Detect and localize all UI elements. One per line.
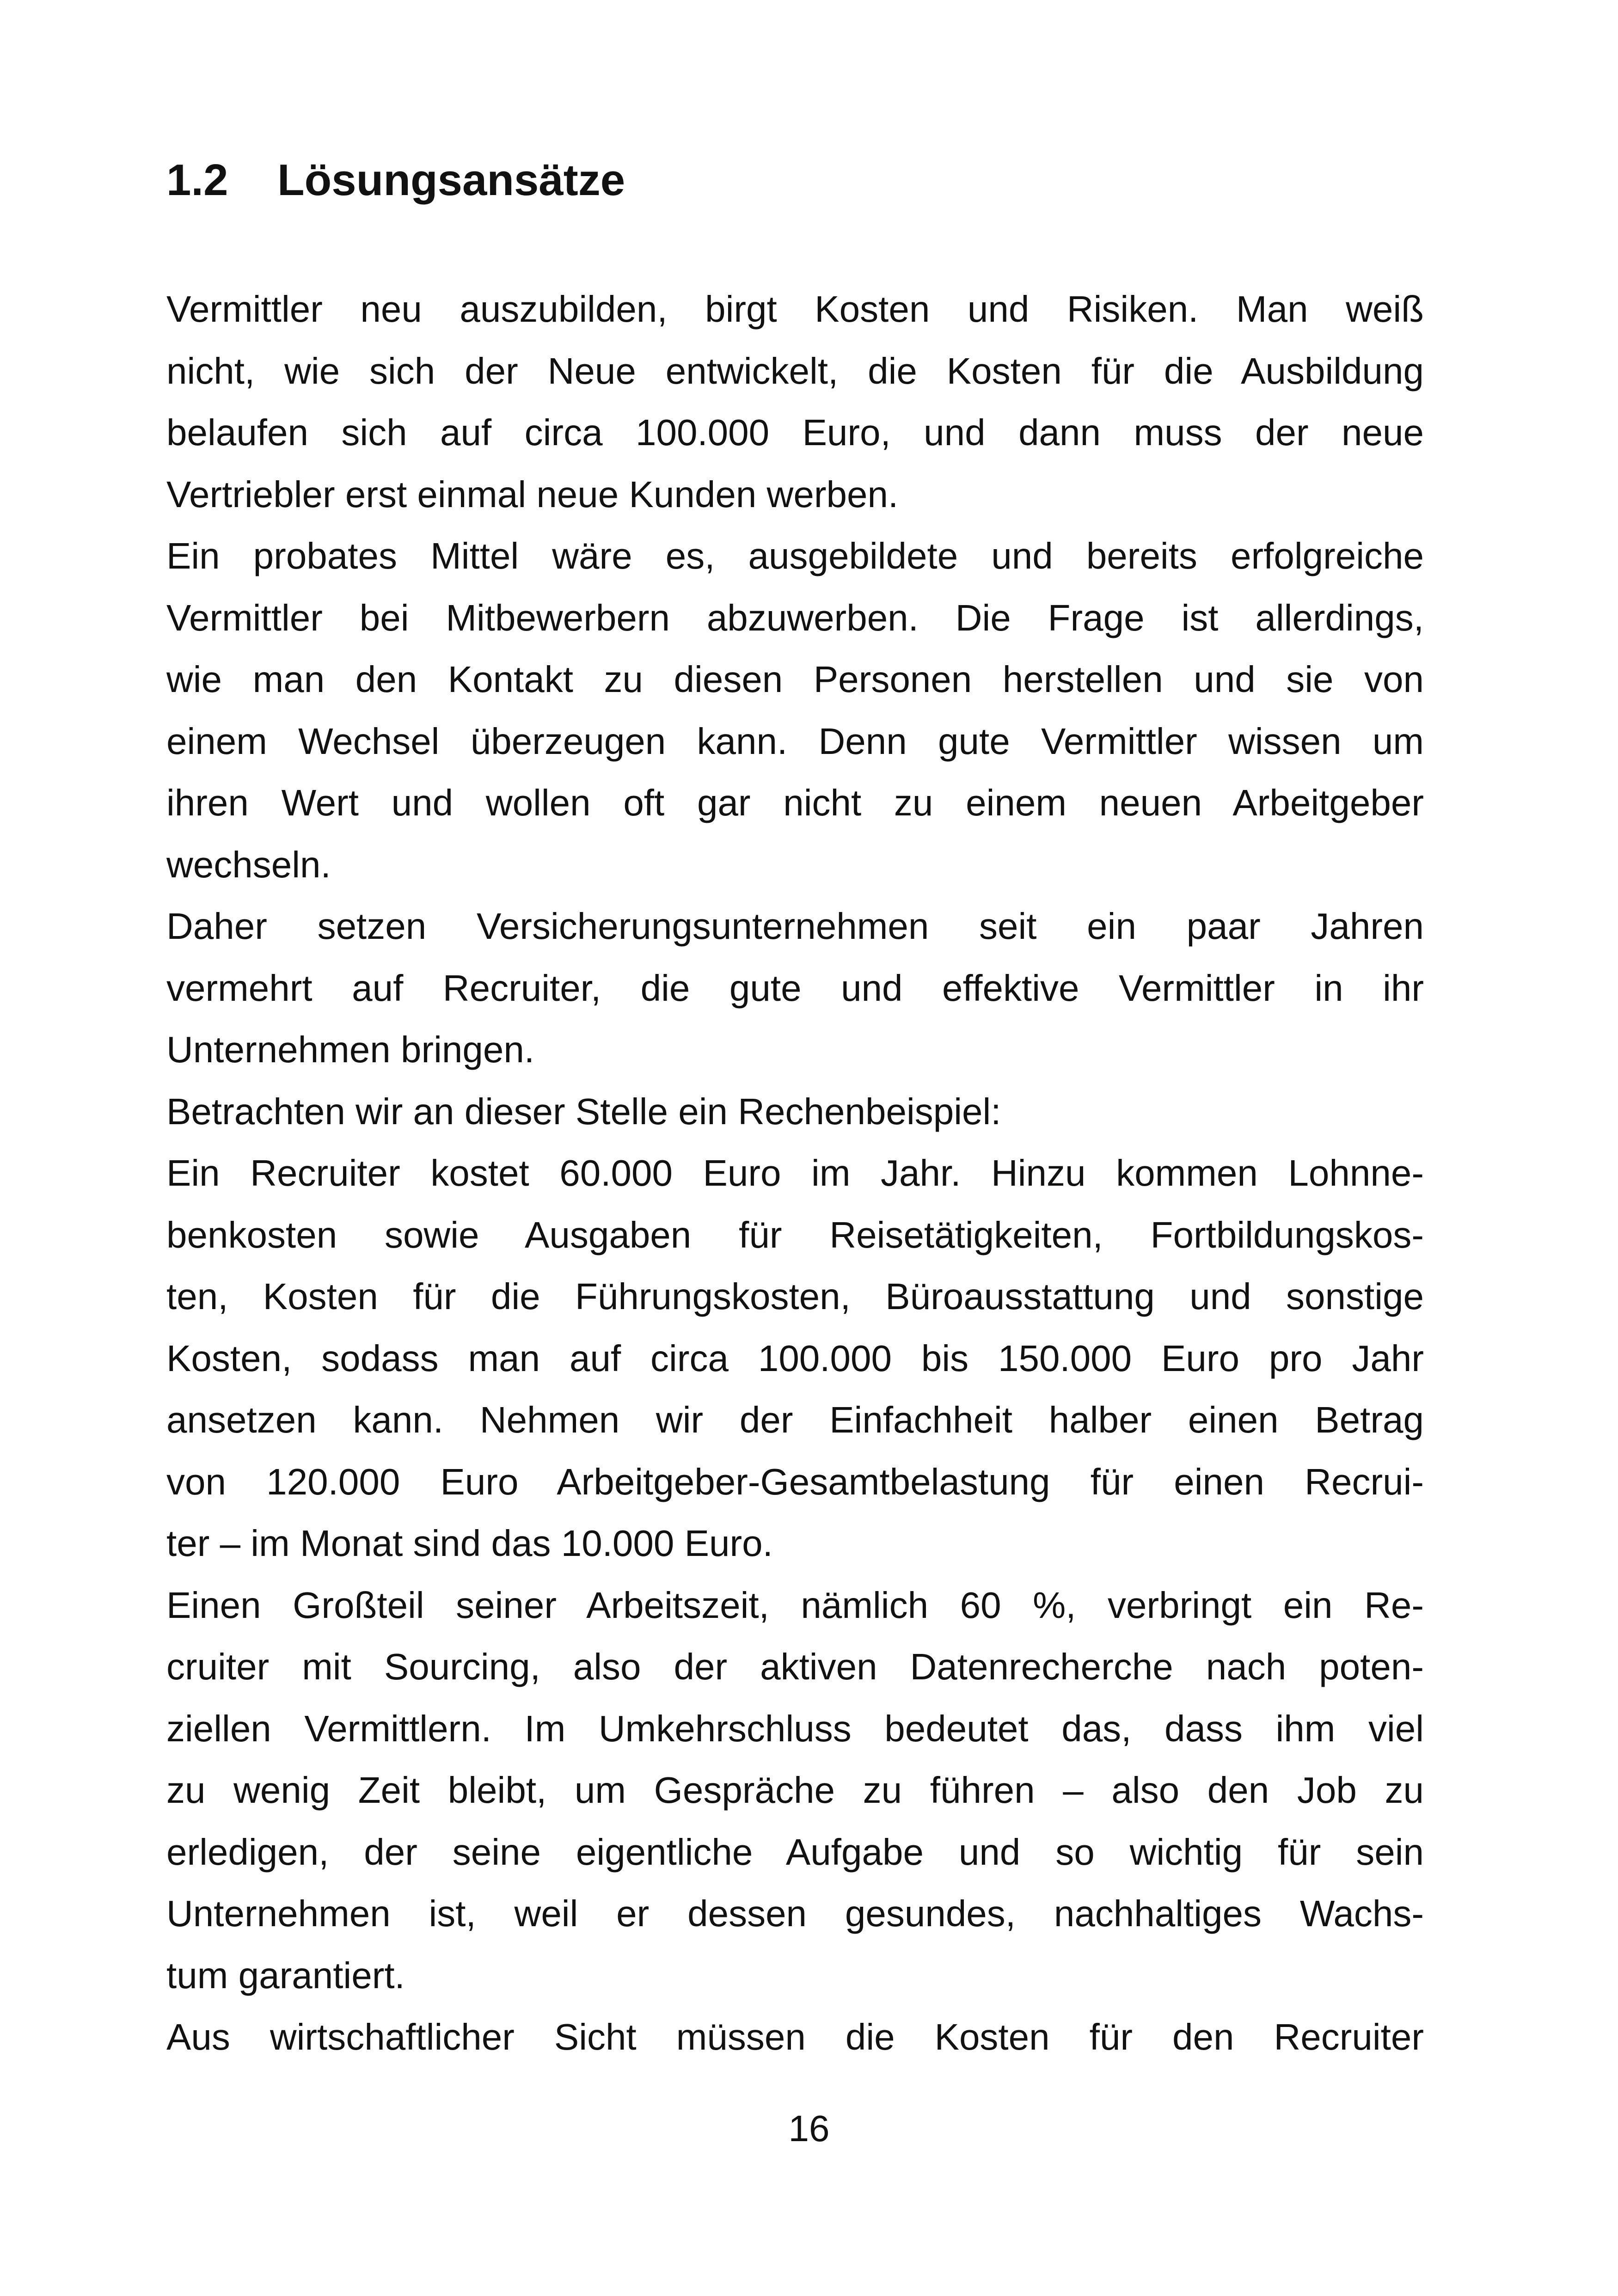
text-line: wie man den Kontakt zu diesen Personen herstellen und sie von bbox=[166, 659, 1424, 700]
text-line: Einen Großteil seiner Arbeitszeit, nämlich 60 %, verbringt ein Re- bbox=[166, 1584, 1424, 1626]
body-text bbox=[166, 278, 1424, 2068]
section-number: 1.2 bbox=[166, 155, 228, 205]
text-line: Betrachten wir an dieser Stelle ein Rechenbeispiel: bbox=[166, 1090, 1001, 1132]
text-line: von 120.000 Euro Arbeitgeber-Gesamtbelastung für einen Recrui- bbox=[166, 1461, 1424, 1502]
page-number: 16 bbox=[788, 2108, 830, 2149]
section-title: Lösungsansätze bbox=[277, 155, 625, 205]
text-line: Vertriebler erst einmal neue Kunden werben. bbox=[166, 473, 899, 515]
text-line: belaufen sich auf circa 100.000 Euro, und dann muss der neue bbox=[166, 412, 1424, 453]
text-line: vermehrt auf Recruiter, die gute und effektive Vermittler in ihr bbox=[166, 967, 1424, 1009]
text-line: Daher setzen Versicherungsunternehmen seit ein paar Jahren bbox=[166, 906, 1424, 947]
text-line: Unternehmen ist, weil er dessen gesundes, nachhaltiges Wachs- bbox=[166, 1893, 1424, 1934]
text-line: benkosten sowie Ausgaben für Reisetätigkeiten, Fortbildungskos- bbox=[166, 1214, 1424, 1255]
text-line: wechseln. bbox=[166, 844, 331, 885]
text-line: Kosten, sodass man auf circa 100.000 bis 150.000 Euro pro Jahr bbox=[166, 1337, 1424, 1379]
text-line: ihren Wert und wollen oft gar nicht zu einem neuen Arbeitgeber bbox=[166, 782, 1424, 823]
text-line: tum garantiert. bbox=[166, 1954, 405, 1996]
text-line: Vermittler bei Mitbewerbern abzuwerben. Die Frage ist allerdings, bbox=[166, 597, 1424, 638]
text-line: ten, Kosten für die Führungskosten, Büroausstattung und sonstige bbox=[166, 1276, 1424, 1317]
text-line: Vermittler neu auszubilden, birgt Kosten und Risiken. Man weiß bbox=[166, 288, 1424, 330]
text-line: zu wenig Zeit bleibt, um Gespräche zu führen – also den Job zu bbox=[166, 1769, 1424, 1811]
text-line: erledigen, der seine eigentliche Aufgabe und so wichtig für sein bbox=[166, 1831, 1424, 1873]
text-line: Aus wirtschaftlicher Sicht müssen die Kosten für den Recruiter bbox=[166, 2016, 1424, 2057]
text-line: ter – im Monat sind das 10.000 Euro. bbox=[166, 1523, 773, 1564]
text-line: Ein Recruiter kostet 60.000 Euro im Jahr. Hinzu kommen Lohnne- bbox=[166, 1152, 1424, 1194]
text-line: cruiter mit Sourcing, also der aktiven Datenrecherche nach poten- bbox=[166, 1646, 1424, 1687]
text-line: nicht, wie sich der Neue entwickelt, die Kosten für die Ausbildung bbox=[166, 350, 1424, 392]
text-line: ansetzen kann. Nehmen wir der Einfachheit halber einen Betrag bbox=[166, 1399, 1424, 1440]
text-line: Ein probates Mittel wäre es, ausgebildete und bereits erfolgreiche bbox=[166, 535, 1424, 576]
text-line: ziellen Vermittlern. Im Umkehrschluss bedeutet das, dass ihm viel bbox=[166, 1708, 1424, 1749]
text-line: einem Wechsel überzeugen kann. Denn gute Vermittler wissen um bbox=[166, 720, 1424, 762]
text-line: Unternehmen bringen. bbox=[166, 1029, 535, 1070]
section-heading bbox=[166, 153, 625, 208]
